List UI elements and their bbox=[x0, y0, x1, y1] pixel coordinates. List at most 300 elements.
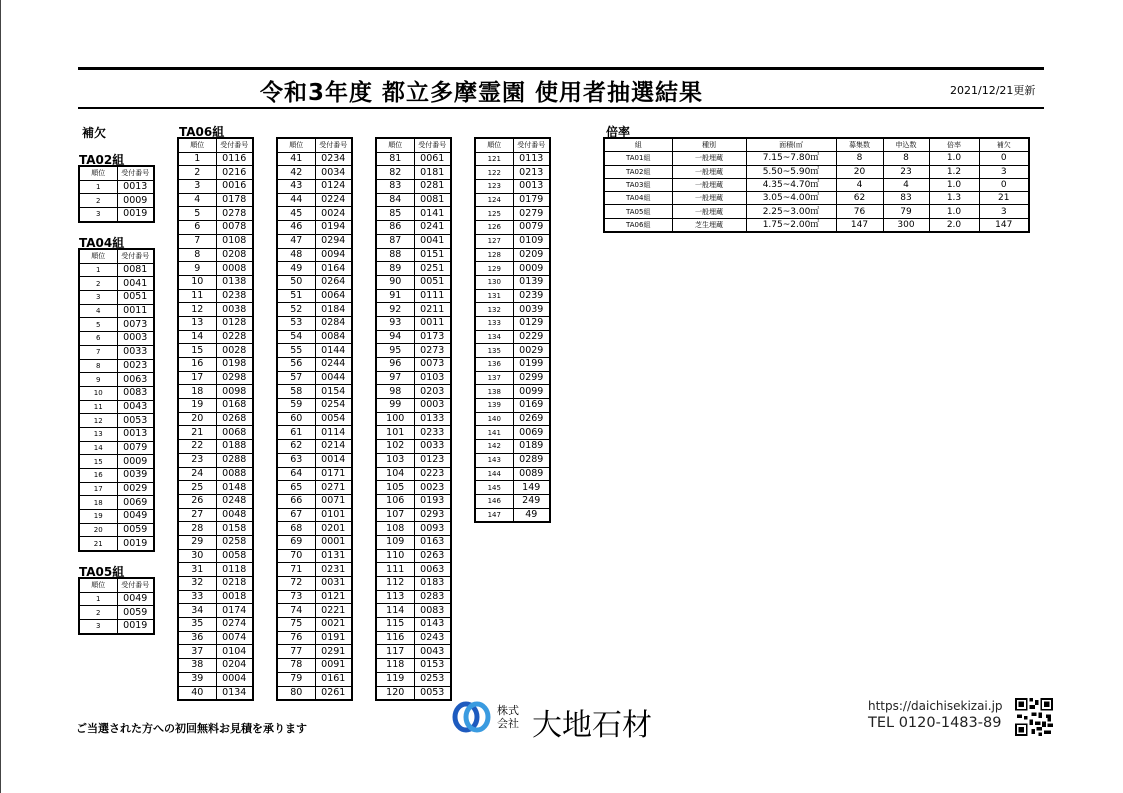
rank-cell: 39 bbox=[178, 672, 216, 686]
number-header: 受付番号 bbox=[117, 578, 154, 592]
table-row bbox=[277, 207, 352, 221]
number-cell: 0221 bbox=[315, 604, 352, 618]
number-cell: 0133 bbox=[414, 412, 451, 426]
table-row bbox=[475, 467, 550, 481]
table-row bbox=[178, 358, 253, 372]
number-cell: 0158 bbox=[216, 522, 253, 536]
table-row bbox=[376, 180, 451, 194]
rank-header: 順位 bbox=[79, 578, 117, 592]
table-row bbox=[277, 330, 352, 344]
rank-cell: 13 bbox=[79, 427, 117, 441]
number-cell: 0213 bbox=[513, 166, 550, 180]
rank-cell: 61 bbox=[277, 426, 315, 440]
table-row bbox=[79, 414, 154, 428]
ratio-area-cell: 4.35~4.70㎡ bbox=[746, 178, 836, 191]
table-row bbox=[475, 344, 550, 358]
table-row bbox=[178, 508, 253, 522]
number-cell: 0023 bbox=[414, 481, 451, 495]
rank-cell: 27 bbox=[178, 508, 216, 522]
number-cell: 0254 bbox=[315, 399, 352, 413]
rank-cell: 142 bbox=[475, 440, 513, 454]
table-row bbox=[475, 494, 550, 508]
number-cell: 49 bbox=[513, 508, 550, 522]
number-cell: 0038 bbox=[216, 303, 253, 317]
table-row bbox=[475, 385, 550, 399]
rank-cell: 140 bbox=[475, 412, 513, 426]
ta04-table bbox=[78, 248, 155, 552]
table-row bbox=[277, 166, 352, 180]
number-cell: 0184 bbox=[315, 303, 352, 317]
rank-cell: 81 bbox=[376, 152, 414, 166]
rank-cell: 109 bbox=[376, 535, 414, 549]
number-cell: 0279 bbox=[513, 207, 550, 221]
number-cell: 0001 bbox=[315, 535, 352, 549]
table-row bbox=[475, 371, 550, 385]
number-cell: 0029 bbox=[513, 344, 550, 358]
rank-cell: 113 bbox=[376, 590, 414, 604]
table-row bbox=[277, 563, 352, 577]
rank-cell: 18 bbox=[79, 496, 117, 510]
ratio-group-cell: TA05組 bbox=[604, 205, 672, 218]
number-cell: 0033 bbox=[414, 440, 451, 454]
rank-cell: 45 bbox=[277, 207, 315, 221]
ratio-applicants-cell: 23 bbox=[883, 165, 929, 178]
number-cell: 0294 bbox=[315, 234, 352, 248]
ta04-label: TA04組 bbox=[79, 236, 125, 250]
rank-cell: 131 bbox=[475, 289, 513, 303]
ratio-quota-cell: 4 bbox=[836, 178, 883, 191]
number-cell: 0139 bbox=[513, 275, 550, 289]
number-cell: 0059 bbox=[117, 523, 154, 537]
table-row bbox=[79, 277, 154, 291]
number-cell: 0034 bbox=[315, 166, 352, 180]
rank-cell: 136 bbox=[475, 358, 513, 372]
table-row bbox=[178, 563, 253, 577]
table-row bbox=[277, 645, 352, 659]
table-row bbox=[277, 358, 352, 372]
table-row bbox=[178, 577, 253, 591]
number-cell: 0041 bbox=[117, 277, 154, 291]
table-row bbox=[79, 482, 154, 496]
number-cell: 0209 bbox=[513, 248, 550, 262]
ratio-row bbox=[604, 205, 1029, 218]
number-cell: 0124 bbox=[315, 180, 352, 194]
rank-cell: 8 bbox=[79, 359, 117, 373]
ta05-label: TA05組 bbox=[79, 565, 125, 579]
table-row bbox=[79, 345, 154, 359]
table-row bbox=[178, 221, 253, 235]
table-row bbox=[178, 659, 253, 673]
rank-cell: 64 bbox=[277, 467, 315, 481]
rank-cell: 121 bbox=[475, 152, 513, 166]
rank-cell: 9 bbox=[79, 373, 117, 387]
rank-cell: 12 bbox=[178, 303, 216, 317]
number-cell: 0253 bbox=[414, 672, 451, 686]
table-row bbox=[277, 412, 352, 426]
rank-cell: 83 bbox=[376, 180, 414, 194]
number-cell: 0218 bbox=[216, 577, 253, 591]
table-row bbox=[475, 262, 550, 276]
number-cell: 0069 bbox=[117, 496, 154, 510]
table-row bbox=[277, 385, 352, 399]
number-cell: 0281 bbox=[414, 180, 451, 194]
rank-cell: 59 bbox=[277, 399, 315, 413]
rank-cell: 85 bbox=[376, 207, 414, 221]
rank-cell: 24 bbox=[178, 467, 216, 481]
number-cell: 0153 bbox=[414, 659, 451, 673]
number-cell: 0113 bbox=[513, 152, 550, 166]
table-row bbox=[277, 453, 352, 467]
ratio-ratio-cell: 1.3 bbox=[929, 192, 979, 205]
rank-cell: 79 bbox=[277, 672, 315, 686]
table-row bbox=[277, 659, 352, 673]
rank-cell: 117 bbox=[376, 645, 414, 659]
rank-cell: 112 bbox=[376, 577, 414, 591]
table-row bbox=[475, 234, 550, 248]
table-row bbox=[475, 152, 550, 166]
rank-header: 順位 bbox=[475, 138, 513, 152]
number-cell: 0231 bbox=[315, 563, 352, 577]
rank-cell: 50 bbox=[277, 275, 315, 289]
rank-cell: 16 bbox=[178, 358, 216, 372]
number-cell: 0003 bbox=[117, 332, 154, 346]
table-row bbox=[376, 659, 451, 673]
number-cell: 0079 bbox=[513, 221, 550, 235]
table-row bbox=[376, 563, 451, 577]
ratio-quota-cell: 8 bbox=[836, 152, 883, 165]
ratio-ratio-cell: 1.0 bbox=[929, 152, 979, 165]
ratio-type-cell: 一般埋蔵 bbox=[672, 165, 746, 178]
table-row bbox=[79, 386, 154, 400]
rank-cell: 145 bbox=[475, 481, 513, 495]
rank-cell: 36 bbox=[178, 631, 216, 645]
table-row bbox=[277, 344, 352, 358]
ratio-ratio-cell: 2.0 bbox=[929, 218, 979, 232]
number-cell: 0283 bbox=[414, 590, 451, 604]
table-row bbox=[475, 166, 550, 180]
table-row bbox=[376, 481, 451, 495]
table-row bbox=[376, 166, 451, 180]
ratio-header-vacancy: 補欠 bbox=[979, 138, 1029, 152]
number-cell: 0238 bbox=[216, 289, 253, 303]
table-row bbox=[178, 303, 253, 317]
table-row bbox=[277, 494, 352, 508]
rank-cell: 1 bbox=[79, 180, 117, 194]
number-cell: 0154 bbox=[315, 385, 352, 399]
table-row bbox=[376, 672, 451, 686]
table-row bbox=[178, 193, 253, 207]
table-row bbox=[178, 262, 253, 276]
number-cell: 0189 bbox=[513, 440, 550, 454]
table-row bbox=[376, 262, 451, 276]
rank-cell: 13 bbox=[178, 316, 216, 330]
rank-cell: 6 bbox=[79, 332, 117, 346]
rank-cell: 5 bbox=[178, 207, 216, 221]
rank-cell: 3 bbox=[79, 208, 117, 222]
number-cell: 0298 bbox=[216, 371, 253, 385]
rank-cell: 128 bbox=[475, 248, 513, 262]
number-cell: 0063 bbox=[117, 373, 154, 387]
table-row bbox=[277, 221, 352, 235]
number-cell: 0051 bbox=[414, 275, 451, 289]
rank-cell: 14 bbox=[79, 441, 117, 455]
rank-cell: 114 bbox=[376, 604, 414, 618]
number-cell: 0083 bbox=[414, 604, 451, 618]
number-cell: 0024 bbox=[315, 207, 352, 221]
number-cell: 0049 bbox=[117, 592, 154, 606]
table-row bbox=[178, 440, 253, 454]
number-cell: 0059 bbox=[117, 606, 154, 620]
table-row bbox=[376, 275, 451, 289]
number-cell: 0164 bbox=[315, 262, 352, 276]
number-header: 受付番号 bbox=[513, 138, 550, 152]
rank-cell: 90 bbox=[376, 275, 414, 289]
rank-cell: 71 bbox=[277, 563, 315, 577]
number-cell: 0019 bbox=[117, 537, 154, 551]
table-row bbox=[376, 549, 451, 563]
table-row bbox=[79, 427, 154, 441]
table-row bbox=[475, 207, 550, 221]
rank-cell: 12 bbox=[79, 414, 117, 428]
number-cell: 0289 bbox=[513, 453, 550, 467]
rank-cell: 137 bbox=[475, 371, 513, 385]
number-cell: 0098 bbox=[216, 385, 253, 399]
table-row bbox=[79, 373, 154, 387]
footer-note: ご当選された方への初回無料お見積を承ります bbox=[76, 722, 307, 735]
number-cell: 0118 bbox=[216, 563, 253, 577]
table-row bbox=[79, 400, 154, 414]
ratio-vacancy-cell: 147 bbox=[979, 218, 1029, 232]
table-row bbox=[178, 645, 253, 659]
rank-cell: 127 bbox=[475, 234, 513, 248]
table-row bbox=[376, 453, 451, 467]
rank-cell: 63 bbox=[277, 453, 315, 467]
number-cell: 0273 bbox=[414, 344, 451, 358]
rank-cell: 14 bbox=[178, 330, 216, 344]
rank-cell: 4 bbox=[79, 304, 117, 318]
number-cell: 0181 bbox=[414, 166, 451, 180]
rank-cell: 48 bbox=[277, 248, 315, 262]
ratio-group-cell: TA06組 bbox=[604, 218, 672, 232]
rank-cell: 43 bbox=[277, 180, 315, 194]
rank-cell: 26 bbox=[178, 494, 216, 508]
table-row bbox=[79, 359, 154, 373]
number-cell: 0088 bbox=[216, 467, 253, 481]
number-cell: 0018 bbox=[216, 590, 253, 604]
number-cell: 0241 bbox=[414, 221, 451, 235]
ta02-label: TA02組 bbox=[79, 153, 125, 167]
rank-cell: 62 bbox=[277, 440, 315, 454]
table-row bbox=[178, 467, 253, 481]
rank-cell: 93 bbox=[376, 316, 414, 330]
table-row bbox=[79, 304, 154, 318]
ratio-type-cell: 一般埋蔵 bbox=[672, 152, 746, 165]
rank-cell: 78 bbox=[277, 659, 315, 673]
rank-cell: 94 bbox=[376, 330, 414, 344]
table-row bbox=[79, 441, 154, 455]
rank-cell: 146 bbox=[475, 494, 513, 508]
number-cell: 0099 bbox=[513, 385, 550, 399]
ratio-ratio-cell: 1.0 bbox=[929, 178, 979, 191]
rank-cell: 141 bbox=[475, 426, 513, 440]
number-cell: 0058 bbox=[216, 549, 253, 563]
table-row bbox=[178, 426, 253, 440]
ratio-header-ratio: 倍率 bbox=[929, 138, 979, 152]
rank-cell: 2 bbox=[79, 606, 117, 620]
ratio-area-cell: 2.25~3.00㎡ bbox=[746, 205, 836, 218]
table-row bbox=[277, 535, 352, 549]
rank-cell: 28 bbox=[178, 522, 216, 536]
ta06-table-col2 bbox=[276, 137, 353, 701]
rank-cell: 25 bbox=[178, 481, 216, 495]
number-cell: 0029 bbox=[117, 482, 154, 496]
number-cell: 0299 bbox=[513, 371, 550, 385]
table-row bbox=[277, 508, 352, 522]
rank-cell: 72 bbox=[277, 577, 315, 591]
ratio-row bbox=[604, 152, 1029, 165]
company-name: 大地石材 bbox=[532, 708, 652, 743]
number-cell: 0173 bbox=[414, 330, 451, 344]
number-cell: 0078 bbox=[216, 221, 253, 235]
number-cell: 0068 bbox=[216, 426, 253, 440]
ratio-applicants-cell: 83 bbox=[883, 192, 929, 205]
rank-cell: 4 bbox=[178, 193, 216, 207]
number-header: 受付番号 bbox=[117, 166, 154, 180]
table-row bbox=[475, 330, 550, 344]
rank-cell: 3 bbox=[178, 180, 216, 194]
rank-cell: 58 bbox=[277, 385, 315, 399]
table-row bbox=[178, 316, 253, 330]
table-row bbox=[376, 207, 451, 221]
rank-cell: 1 bbox=[79, 263, 117, 277]
rank-cell: 70 bbox=[277, 549, 315, 563]
table-row bbox=[178, 371, 253, 385]
rank-cell: 30 bbox=[178, 549, 216, 563]
rank-header: 順位 bbox=[376, 138, 414, 152]
number-cell: 0183 bbox=[414, 577, 451, 591]
rank-cell: 134 bbox=[475, 330, 513, 344]
number-cell: 0021 bbox=[315, 618, 352, 632]
number-cell: 0169 bbox=[513, 399, 550, 413]
rank-cell: 116 bbox=[376, 631, 414, 645]
table-row bbox=[376, 577, 451, 591]
company-tel: TEL 0120-1483-89 bbox=[868, 715, 1002, 731]
table-row bbox=[178, 344, 253, 358]
rank-cell: 17 bbox=[178, 371, 216, 385]
page-title: 令和3年度 都立多摩霊園 使用者抽選結果 bbox=[260, 80, 704, 106]
rank-cell: 23 bbox=[178, 453, 216, 467]
rank-cell: 21 bbox=[178, 426, 216, 440]
table-row bbox=[178, 275, 253, 289]
table-row bbox=[475, 508, 550, 522]
ratio-area-cell: 5.50~5.90㎡ bbox=[746, 165, 836, 178]
number-cell: 0199 bbox=[513, 358, 550, 372]
rank-cell: 53 bbox=[277, 316, 315, 330]
number-cell: 0053 bbox=[117, 414, 154, 428]
table-row bbox=[277, 426, 352, 440]
ratio-type-cell: 一般埋蔵 bbox=[672, 192, 746, 205]
table-row bbox=[376, 508, 451, 522]
rank-cell: 55 bbox=[277, 344, 315, 358]
number-cell: 149 bbox=[513, 481, 550, 495]
rank-cell: 34 bbox=[178, 604, 216, 618]
table-row bbox=[79, 469, 154, 483]
rank-cell: 99 bbox=[376, 399, 414, 413]
rank-cell: 122 bbox=[475, 166, 513, 180]
rank-cell: 139 bbox=[475, 399, 513, 413]
rank-cell: 6 bbox=[178, 221, 216, 235]
table-row bbox=[475, 180, 550, 194]
table-row bbox=[475, 289, 550, 303]
number-cell: 0284 bbox=[315, 316, 352, 330]
rank-cell: 103 bbox=[376, 453, 414, 467]
table-row bbox=[277, 193, 352, 207]
rank-cell: 130 bbox=[475, 275, 513, 289]
ratio-header-area: 面積(㎡ bbox=[746, 138, 836, 152]
number-cell: 0003 bbox=[414, 399, 451, 413]
table-row bbox=[475, 316, 550, 330]
ratio-ratio-cell: 1.2 bbox=[929, 165, 979, 178]
number-cell: 0168 bbox=[216, 399, 253, 413]
table-row bbox=[277, 234, 352, 248]
number-cell: 0288 bbox=[216, 453, 253, 467]
table-row bbox=[277, 467, 352, 481]
rank-cell: 17 bbox=[79, 482, 117, 496]
table-row bbox=[178, 289, 253, 303]
ratio-row bbox=[604, 218, 1029, 232]
ratio-vacancy-cell: 0 bbox=[979, 152, 1029, 165]
rank-cell: 110 bbox=[376, 549, 414, 563]
number-cell: 0063 bbox=[414, 563, 451, 577]
number-cell: 0179 bbox=[513, 193, 550, 207]
table-row bbox=[376, 645, 451, 659]
ratio-row bbox=[604, 192, 1029, 205]
table-row bbox=[277, 152, 352, 166]
rank-cell: 2 bbox=[79, 194, 117, 208]
number-cell: 0233 bbox=[414, 426, 451, 440]
rank-cell: 20 bbox=[79, 523, 117, 537]
number-cell: 0009 bbox=[117, 194, 154, 208]
number-cell: 0123 bbox=[414, 453, 451, 467]
table-row bbox=[376, 316, 451, 330]
table-row bbox=[277, 577, 352, 591]
number-cell: 0224 bbox=[315, 193, 352, 207]
rank-cell: 16 bbox=[79, 469, 117, 483]
table-row bbox=[178, 631, 253, 645]
ratio-applicants-cell: 300 bbox=[883, 218, 929, 232]
ratio-type-cell: 一般埋蔵 bbox=[672, 178, 746, 191]
table-row bbox=[376, 604, 451, 618]
number-cell: 0009 bbox=[513, 262, 550, 276]
rank-cell: 138 bbox=[475, 385, 513, 399]
rank-cell: 76 bbox=[277, 631, 315, 645]
rank-cell: 143 bbox=[475, 453, 513, 467]
number-cell: 0064 bbox=[315, 289, 352, 303]
table-row bbox=[277, 440, 352, 454]
rank-cell: 118 bbox=[376, 659, 414, 673]
updated-date: 2021/12/21更新 bbox=[950, 84, 1036, 97]
rank-cell: 51 bbox=[277, 289, 315, 303]
table-row bbox=[79, 620, 154, 634]
table-row bbox=[475, 440, 550, 454]
number-cell: 0051 bbox=[117, 291, 154, 305]
ratio-row bbox=[604, 165, 1029, 178]
number-header: 受付番号 bbox=[216, 138, 253, 152]
ratio-header-applicants: 申込数 bbox=[883, 138, 929, 152]
table-row bbox=[277, 549, 352, 563]
table-row bbox=[178, 535, 253, 549]
rank-cell: 15 bbox=[178, 344, 216, 358]
